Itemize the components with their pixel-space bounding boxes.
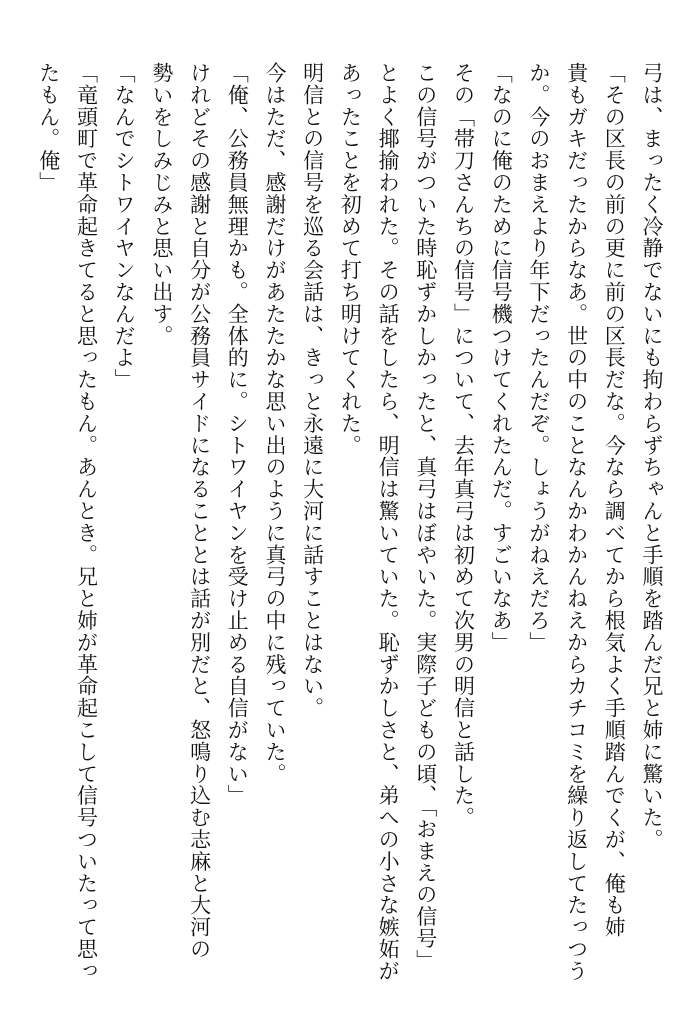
text-line-14 [142, 62, 180, 992]
text-line-3 [557, 62, 595, 992]
text-line-4 [519, 62, 557, 992]
text-line-1 [632, 62, 670, 992]
text-line-4-content: か。今のおまえより年下だったんだぞ。しょうがねえだろ」 [526, 62, 551, 654]
text-line-5-content: 「なのに俺のために信号機つけてくれたんだ。すごいなあ」 [489, 62, 514, 654]
text-line-5 [481, 62, 519, 992]
text-line-10-content: 明信との信号を巡る会話は、きっと永遠に大河に話すことはない。 [300, 62, 325, 719]
text-line-11-content: 今はただ、感謝だけがあたたかな思い出のように真弓の中に残っていた。 [262, 62, 287, 785]
text-line-14-content: 勢いをしみじみと思い出す。 [149, 62, 174, 347]
text-line-2-content: 「その区長の前の更に前の区長だな。今なら調べてから根気よく手順踏んでくが、俺も姉 [602, 62, 627, 938]
text-line-16-content: 「竜頭町で革命起きてると思ったもん。あんとき。兄と姉が革命起こして信号ついたって思っ [74, 62, 99, 982]
text-line-3-content: 貴もガキだったからなあ。世の中のことなんかわかんねえからカチコミを繰り返してたっつう [564, 62, 589, 982]
text-line-12 [218, 62, 256, 992]
text-line-16 [67, 62, 105, 992]
text-line-9 [331, 62, 369, 992]
text-line-13-content: けれどその感謝と自分が公務員サイドになることとは話が別だと、怒鳴り込む志麻と大河の [187, 62, 212, 960]
text-line-15 [104, 62, 142, 992]
text-line-6-content: その「帯刀さんちの信号」について、去年真弓は初めて次男の明信と話した。 [451, 62, 476, 829]
text-line-7 [406, 62, 444, 992]
text-line-2 [595, 62, 633, 992]
text-line-8-content: とよく揶揄われた。その話をしたら、明信は驚いていた。恥ずかしさと、弟への小さな嫉妬が [376, 62, 401, 982]
text-line-11 [255, 62, 293, 992]
text-line-7-content: この信号がついた時恥ずかしかったと、真弓はぼやいた。実際子どもの頃、「おまえの信号」 [413, 62, 438, 972]
text-line-10 [293, 62, 331, 992]
text-line-1-content: 弓は、まったく冷静でないにも拘わらずちゃんと手順を踏んだ兄と姉に驚いた。 [640, 62, 664, 851]
text-line-6 [444, 62, 482, 992]
text-line-17-content: たもん。俺」 [36, 62, 61, 194]
vertical-text-body [30, 62, 670, 992]
text-line-9-content: あったことを初めて打ち明けてくれた。 [338, 62, 363, 457]
text-line-8 [368, 62, 406, 992]
text-line-12-content: 「俺、公務員無理かも。全体的に。シトワイヤンを受け止める自信がない」 [225, 62, 250, 807]
text-line-13 [180, 62, 218, 992]
text-line-17 [30, 62, 67, 992]
text-line-15-content: 「なんでシトワイヤンなんだよ」 [112, 62, 137, 391]
